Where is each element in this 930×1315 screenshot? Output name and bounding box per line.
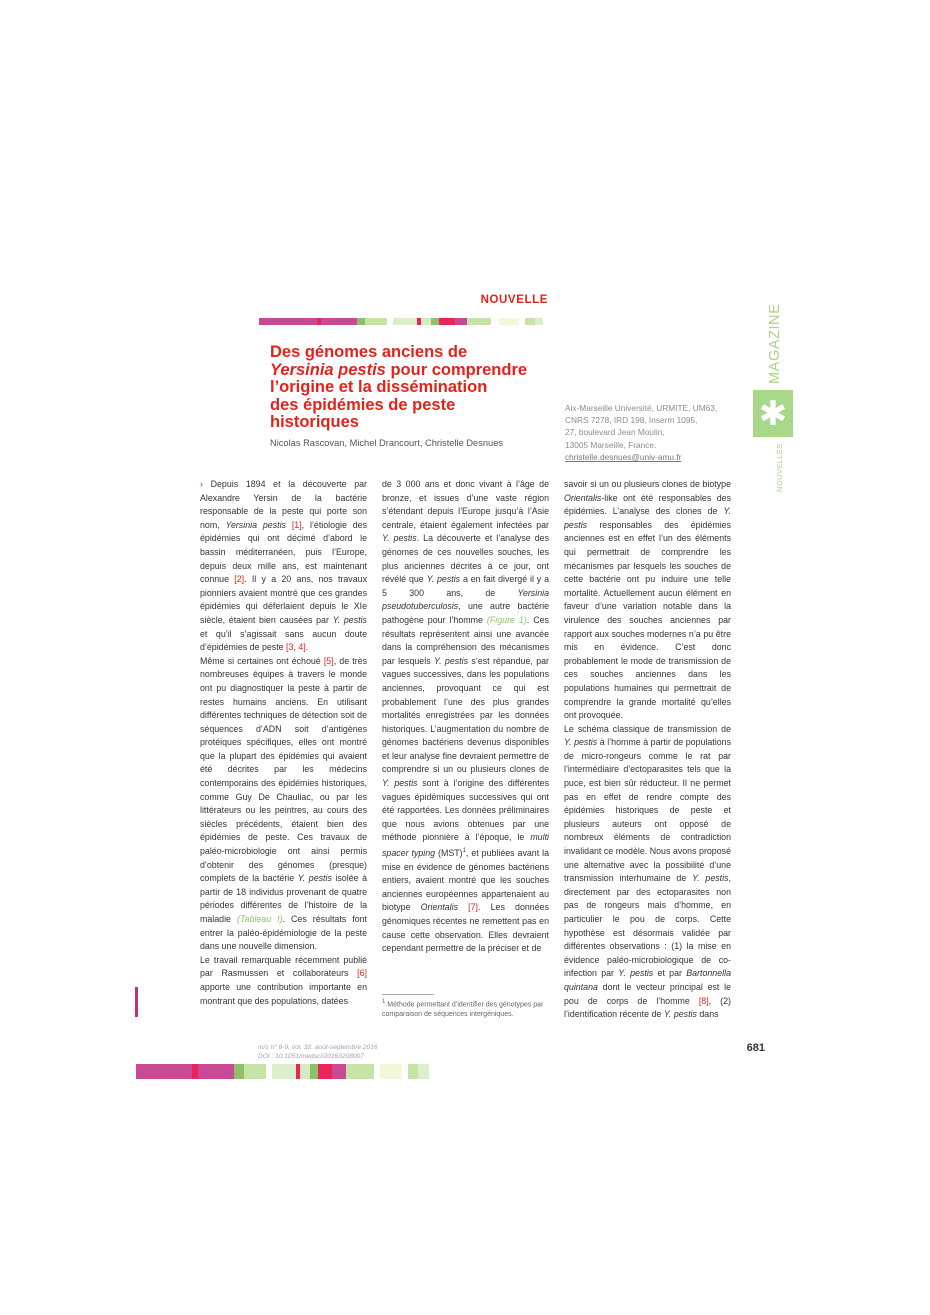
section-label: NOUVELLE	[480, 294, 548, 306]
bottom-color-bar	[136, 1064, 429, 1079]
paragraph: Même si certaines ont échoué [5], de très nombreuses équipes à travers le monde ont pu diagnostiquer la peste à partir de restes humains anciens. En utilisant différentes techniques de détection soit de séquences d’ADN soit d’antigènes protéiques spécifiques, elles ont montré que la plupart des épidémies qui avaient été décrites par les médecins contemporains des épidémies historiques, comme Guy De Chauliac, ou par les littérateurs ou les peintres, au cours des siècles précédents, étaient bien des épidémies de peste. Ces travaux de paléo-microbiologie ont ainsi permis d’obtenir des génomes (presque) complets de la bactérie Y. pestis isolée à partir de 18 individus provenant de quatre périodes différentes de l’histoire de la maladie (Tableau I). Ces résultats font entrer la paléo-épidémiologie de la peste dans une nouvelle dimension.	[200, 655, 368, 952]
body-column-2	[382, 478, 549, 956]
paragraph: de 3 000 ans et donc vivant à l’âge de bronze, et issues d’une vaste région s’étendant depuis l’Europe jusqu’à l’Asie centrale, étaient également infectées par Y. pestis. La découverte et l’analyse des génomes de ces nouvelles souches, les plus anciennes décrites à ce jour, ont révélé que Y. pestis a en fait divergé il y a 5 300 ans, de Yersinia pseudotuberculosis, une autre bactérie pathogène pour l’homme (Figure 1). Ces résultats représentent ainsi une avancée dans la compréhension des mécanismes par lesquels Y. pestis s’est répandue, par vagues successives, dans les populations anciennes, provoquant ce qui est probablement l’une des plus grandes mortalités enregistrées par les données historiques. L’augmentation du nombre de génomes bactériens devenus disponibles et leur analyse fine devraient permettre de comprendre si un ou plusieurs clones de Y. pestis sont à l’origine des différentes vagues épidémiques successives qui ont été rapportées. Les données préliminaires que nous avions obtenues par une méthode pionnière à l’époque, le multi spacer typing (MST)$^1$, et publiées avant la mise en évidence de génomes bactériens entiers, avaient montré que les souches anciennes européennes appartenaient au biotype Orientalis [7]. Les données génomiques récentes ne remettent pas en cause cette observation. Elles devraient cependant permettre de la préciser et de	[382, 479, 549, 954]
asterisk-icon: ✱	[753, 390, 793, 437]
paragraph: Le travail remarquable récemment publié par Rasmussen et collaborateurs [6] apporte une contribution importante en montrant que des populations, datées	[200, 954, 367, 1006]
margin-marker	[135, 987, 138, 1017]
email-link[interactable]: christelle.desnues@univ-amu.fr	[565, 451, 682, 462]
body-column-1	[200, 478, 367, 1008]
top-color-bar	[259, 318, 549, 325]
paragraph: Le schéma classique de transmission de Y. pestis à l’homme à partir de populations de micro-rongeurs comme le rat par l’intermédiaire d’ectoparasites tels que la puce, est bien sûr réducteur. Il ne permet pas en effet de rendre compte des épidémies historiques de peste et plusieurs auteurs ont opposé de nombreux éléments de contradiction invalidant ce modèle. Nous avons proposé une alternative avec la possibilité d’une transmission interhumaine de Y. pestis, directement par des ectoparasites non pas de rongeurs mais d’homme, en particulier le pou de corps. Cette hypothèse est désormais validée par différentes observations : (1) la mise en évidence paléo-microbiologique de co-infection par Y. pestis et par Bartonnella quintana dont le vecteur principal est le pou de corps de l’homme [8], (2) l’identification récente de Y. pestis dans	[564, 723, 731, 1020]
journal-reference: m/s n° 8-9, vol. 32, août-septembre 2016 DOI : 10.1051/medsci/20163208007	[258, 1044, 378, 1060]
paragraph: savoir si un ou plusieurs clones de biotype Orientalis-like ont été responsables des épidémies. L’analyse des clones de Y. pestis responsables des épidémies anciennes est en effet l’un des éléments qui permettrait de comprendre les mécanismes par lesquels les souches de cette bactérie ont pu induire une telle mortalité. Actuellement aucun élément en faveur d’une variation notable dans la virulence des souches anciennes par rapport aux souches modernes n’a pu être mis en évidence. C’est donc probablement le mode de transmission de ces souches anciennes dans les populations humaines qui permettrait de comprendre la grande mortalité qu’elles ont provoquée.	[564, 479, 731, 721]
paragraph: › Depuis 1894 et la découverte par Alexandre Yersin de la bactérie responsable de la peste qui porte son nom, Yersinia pestis [1], l’étiologie des épidémies qui ont décimé d’abord le bassin méditerranéen, puis l’Europe, depuis deux mille ans, est maintenant connue [2]. Il y a 20 ans, nos travaux pionniers avaient montré que ces grandes épidémies qui déferlaient depuis le XIe siècle, étaient bien causées par Y. pestis et qu’il s’agissait sans aucun doute d’épidémies de peste [3, 4].	[200, 479, 367, 653]
footnote-rule	[382, 994, 434, 995]
article-title: Des génomes anciens de Yersinia pestis pour comprendre l’origine et la dissémination des épidémies de peste historiques	[270, 343, 528, 432]
body-column-3	[564, 478, 731, 1022]
affiliation: Aix-Marseille Université, URMITE, UM63, CNRS 7278, IRD 198, Inserm 1095, 27, boulevard Jean Moulin, 13005 Marseille, France. christelle.desnues@univ-amu.fr	[565, 402, 735, 463]
page-number: 681	[746, 1042, 765, 1054]
nouvelles-label: NOUVELLES	[775, 443, 784, 492]
magazine-label: MAGAZINE	[767, 303, 783, 384]
footnote: 1 Méthode permettant d’identifier des génotypes par comparaison de séquences intergéniques.	[382, 999, 544, 1019]
authors: Nicolas Rascovan, Michel Drancourt, Christelle Desnues	[270, 438, 504, 448]
